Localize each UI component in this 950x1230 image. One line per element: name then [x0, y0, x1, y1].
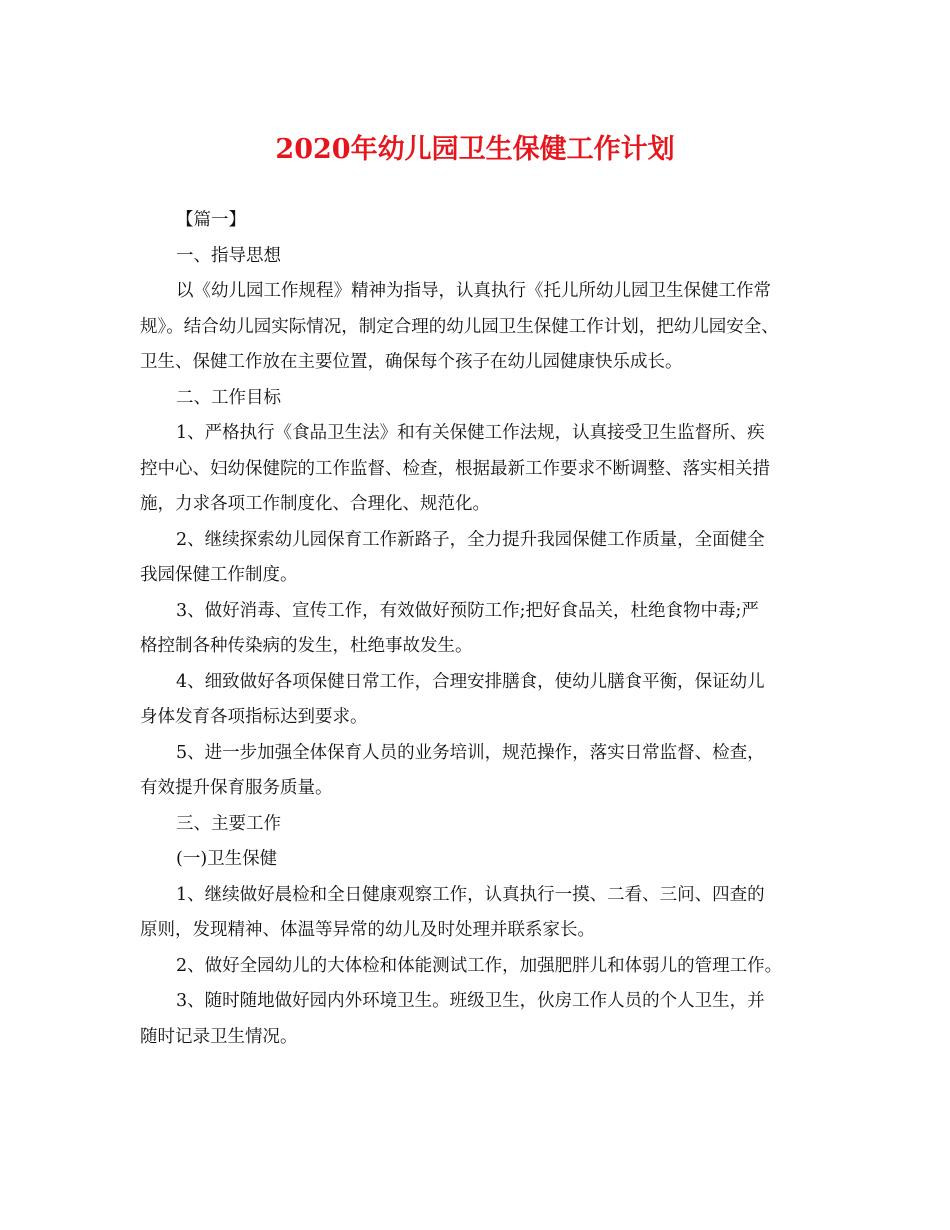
paragraph-goal-4: 4、细致做好各项保健日常工作，合理安排膳食，使幼儿膳食平衡，保证幼儿 身体发育各项指标达到要求。 [140, 671, 765, 727]
document-body [140, 203, 830, 1055]
paragraph-goal-3: 3、做好消毒、宣传工作，有效做好预防工作;把好食品关，杜绝食物中毒;严 格控制各种传染病的发生，杜绝事故发生。 [140, 600, 759, 656]
section-tag: 【篇一】 [176, 210, 246, 230]
heading-work-goals: 二、工作目标 [176, 387, 281, 408]
paragraph-work-1: 1、继续做好晨检和全日健康观察工作，认真执行一摸、二看、三问、四查的 原则，发现精神、体温等异常的幼儿及时处理并联系家长。 [140, 884, 765, 940]
paragraph-goal-2: 2、继续探索幼儿园保育工作新路子，全力提升我园保健工作质量，全面健全 我园保健工作制度。 [140, 529, 765, 585]
paragraph-goal-5: 5、进一步加强全体保育人员的业务培训，规范操作，落实日常监督、检查， 有效提升保育服务质量。 [140, 742, 765, 798]
document-title: 2020年幼儿园卫生保健工作计划 [275, 134, 675, 165]
heading-guiding-ideology: 一、指导思想 [176, 245, 281, 266]
heading-main-work: 三、主要工作 [176, 813, 281, 834]
paragraph-guiding-ideology: 以《幼儿园工作规程》精神为指导，认真执行《托儿所幼儿园卫生保健工作常 规》。结合幼儿园实际情况，制定合理的幼儿园卫生保健工作计划，把幼儿园安全、 卫生、保健工作放在主要位置，确保每个孩子在幼儿园健康快乐成长。 [140, 281, 779, 372]
paragraph-work-3: 3、随时随地做好园内外环境卫生。班级卫生，伙房工作人员的个人卫生，并 随时记录卫生情况。 [140, 991, 765, 1047]
paragraph-work-2: 2、做好全园幼儿的大体检和体能测试工作，加强肥胖儿和体弱儿的管理工作。 [176, 955, 783, 976]
subheading-health-care: (一)卫生保健 [176, 849, 278, 869]
paragraph-goal-1: 1、严格执行《食品卫生法》和有关保健工作法规，认真接受卫生监督所、疾 控中心、妇幼保健院的工作监督、检查，根据最新工作要求不断调整、落实相关措 施，力求各项工作制度化、合理化、规范化。 [140, 423, 770, 514]
